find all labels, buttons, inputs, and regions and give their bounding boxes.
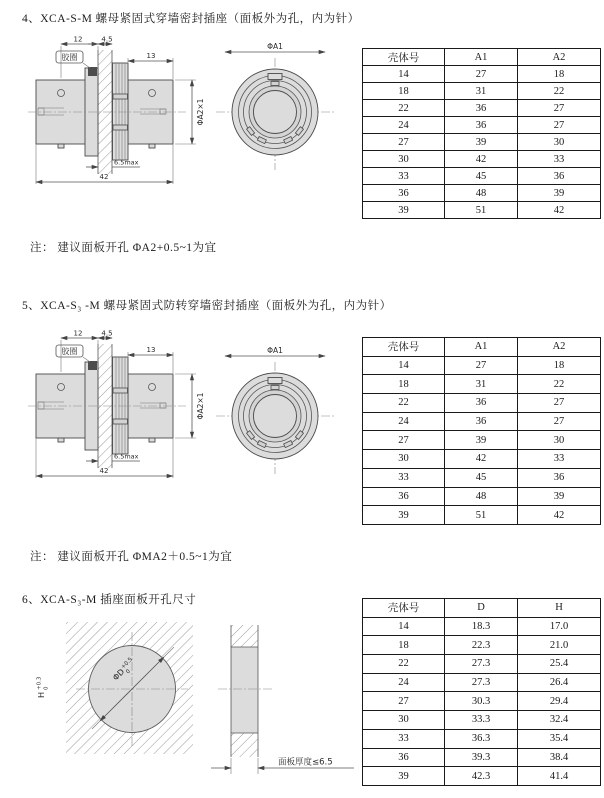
gasket-label: 胶圈 — [61, 347, 78, 356]
column-header: 壳体号 — [363, 599, 445, 618]
section-5-note: 注： 建议面板开孔 ΦMA2＋0.5~1为宜 — [30, 551, 233, 563]
table-row — [363, 729, 601, 748]
table-row — [363, 356, 601, 375]
table-row — [363, 202, 601, 219]
thickness-label: 面板厚度≤6.5 — [278, 757, 333, 768]
table-cell: 27.3 — [445, 673, 518, 692]
spec-table-section5 — [362, 337, 601, 525]
table-row — [363, 151, 601, 168]
table-cell: 42 — [518, 202, 601, 219]
dimension-lines — [225, 42, 325, 52]
dim-label-6-5max: 6.5max — [114, 158, 139, 167]
table-row — [363, 673, 601, 692]
table-cell: 27 — [363, 692, 445, 711]
table-cell: 42 — [518, 506, 601, 525]
table-cell: 36 — [518, 168, 601, 185]
table-cell: 30 — [363, 711, 445, 730]
dim-label-phi-a2: ΦA2×1 — [196, 392, 205, 420]
section-4-note: 注： 建议面板开孔 ΦA2+0.5~1为宜 — [30, 242, 217, 254]
dim-label-42: 42 — [99, 173, 109, 181]
table-cell: 48 — [445, 185, 518, 202]
panel-cutout-drawing — [28, 612, 360, 794]
table-cell: 26.4 — [518, 673, 601, 692]
svg-text:0: 0 — [125, 668, 132, 676]
spec-table-section6 — [362, 598, 601, 786]
table-cell: 42 — [445, 151, 518, 168]
dim-label-4-5: 4.5 — [101, 36, 113, 44]
panel-side-view — [218, 625, 272, 757]
column-header: H — [518, 599, 601, 618]
table-row — [363, 767, 601, 786]
table-cell: 18 — [518, 66, 601, 83]
table-cell: 22 — [518, 83, 601, 100]
table-row — [363, 636, 601, 655]
dim-label-h — [37, 676, 50, 698]
table-row — [363, 748, 601, 767]
table-cell: 51 — [445, 506, 518, 525]
table-cell: 42 — [445, 450, 518, 469]
table-cell: 27 — [518, 412, 601, 431]
table-row — [363, 134, 601, 151]
table-row — [363, 617, 601, 636]
table-cell: 36 — [518, 468, 601, 487]
table-cell: 30 — [518, 431, 601, 450]
table-cell: 31 — [445, 375, 518, 394]
table-cell: 39.3 — [445, 748, 518, 767]
column-header: A1 — [445, 49, 518, 66]
dim-label-12: 12 — [73, 330, 83, 338]
spring-fingers — [113, 357, 129, 454]
svg-text:+0.5: +0.5 — [120, 656, 134, 671]
table-cell: 45 — [445, 168, 518, 185]
table-cell: 27 — [518, 117, 601, 134]
table-cell: 30.3 — [445, 692, 518, 711]
column-header: A2 — [518, 49, 601, 66]
table-row — [363, 117, 601, 134]
dim-label-phi-a2: ΦA2×1 — [196, 98, 205, 126]
connector-front-drawing-2 — [210, 344, 340, 482]
table-cell: 24 — [363, 673, 445, 692]
shell-circles — [232, 373, 318, 459]
table-cell: 33 — [363, 168, 445, 185]
table-cell: 41.4 — [518, 767, 601, 786]
table-row — [363, 450, 601, 469]
table-cell: 36 — [363, 487, 445, 506]
svg-text:H: H — [37, 691, 46, 698]
table-row — [363, 692, 601, 711]
table-cell: 42.3 — [445, 767, 518, 786]
column-header: A2 — [518, 338, 601, 357]
table-cell: 22 — [363, 100, 445, 117]
table-cell: 22 — [363, 394, 445, 413]
table-cell: 22 — [363, 655, 445, 674]
table-cell: 32.4 — [518, 711, 601, 730]
table-cell: 48 — [445, 487, 518, 506]
dim-label-13: 13 — [146, 52, 156, 60]
table-cell: 18 — [518, 356, 601, 375]
table-cell: 25.4 — [518, 655, 601, 674]
table-cell: 33 — [518, 151, 601, 168]
dim-label-phi-a1: ΦA1 — [267, 42, 283, 51]
table-cell: 36 — [363, 185, 445, 202]
table-cell: 27.3 — [445, 655, 518, 674]
table-header-row — [363, 599, 601, 618]
table-header-row — [363, 338, 601, 357]
gasket-label: 胶圈 — [61, 53, 78, 62]
table-cell: 14 — [363, 356, 445, 375]
table-cell: 39 — [363, 202, 445, 219]
table-cell: 36 — [445, 100, 518, 117]
table-cell: 24 — [363, 117, 445, 134]
table-cell: 33.3 — [445, 711, 518, 730]
spec-table-section5-wrap — [362, 337, 601, 525]
table-cell: 30 — [363, 151, 445, 168]
table-row — [363, 168, 601, 185]
table-row — [363, 100, 601, 117]
dim-label-6-5max: 6.5max — [114, 452, 139, 461]
dim-label-4-5: 4.5 — [101, 330, 113, 338]
table-cell: 36 — [363, 748, 445, 767]
table-row — [363, 412, 601, 431]
table-cell: 18 — [363, 83, 445, 100]
table-cell: 17.0 — [518, 617, 601, 636]
table-cell: 33 — [363, 468, 445, 487]
column-header: 壳体号 — [363, 49, 445, 66]
table-cell: 22.3 — [445, 636, 518, 655]
table-cell: 27 — [363, 134, 445, 151]
spec-table-section4-wrap — [362, 48, 601, 219]
table-cell: 36.3 — [445, 729, 518, 748]
dim-label-42: 42 — [99, 467, 109, 475]
shell-circles — [232, 69, 318, 155]
table-cell: 36 — [445, 117, 518, 134]
table-cell: 39 — [363, 506, 445, 525]
table-cell: 39 — [363, 767, 445, 786]
spec-table-section6-wrap — [362, 598, 601, 786]
table-cell: 45 — [445, 468, 518, 487]
svg-text:+0.3: +0.3 — [36, 676, 43, 690]
svg-text:ΦD: ΦD — [111, 667, 127, 683]
dim-label-13: 13 — [146, 346, 156, 354]
spring-fingers — [113, 63, 129, 160]
table-cell: 24 — [363, 412, 445, 431]
table-cell: 35.4 — [518, 729, 601, 748]
table-cell: 27 — [518, 394, 601, 413]
table-cell: 39 — [445, 431, 518, 450]
dim-label-12: 12 — [73, 36, 83, 44]
column-header: D — [445, 599, 518, 618]
table-row — [363, 487, 601, 506]
table-row — [363, 83, 601, 100]
section-4-title: 4、XCA-S-M 螺母紧固式穿墙密封插座（面板外为孔，内为针） — [22, 13, 360, 25]
table-row — [363, 431, 601, 450]
thickness-dimension — [211, 757, 354, 775]
dimension-lines — [225, 346, 325, 356]
table-cell: 33 — [518, 450, 601, 469]
table-cell: 27 — [445, 66, 518, 83]
table-cell: 21.0 — [518, 636, 601, 655]
table-cell: 18 — [363, 375, 445, 394]
table-cell: 39 — [518, 185, 601, 202]
table-cell: 38.4 — [518, 748, 601, 767]
keyway-main — [268, 378, 282, 384]
table-cell: 14 — [363, 617, 445, 636]
connector-side-drawing-1 — [28, 36, 218, 190]
table-cell: 27 — [363, 431, 445, 450]
table-cell: 29.4 — [518, 692, 601, 711]
table-cell: 31 — [445, 83, 518, 100]
table-cell: 36 — [445, 394, 518, 413]
table-cell: 18 — [363, 636, 445, 655]
svg-text:0: 0 — [43, 686, 50, 690]
table-header-row — [363, 49, 601, 66]
section-6-title: 6、XCA-S₃-M 插座面板开孔尺寸 — [22, 594, 197, 606]
connector-front-drawing-1 — [210, 40, 340, 178]
table-row — [363, 394, 601, 413]
table-row — [363, 655, 601, 674]
table-row — [363, 66, 601, 83]
table-cell: 27 — [518, 100, 601, 117]
table-cell: 39 — [518, 487, 601, 506]
table-cell: 27 — [445, 356, 518, 375]
column-header: 壳体号 — [363, 338, 445, 357]
table-row — [363, 506, 601, 525]
gasket — [88, 67, 97, 76]
section-5-title: 5、XCA-S₃ -M 螺母紧固式防转穿墙密封插座（面板外为孔，内为针） — [22, 300, 392, 312]
table-cell: 36 — [445, 412, 518, 431]
table-row — [363, 375, 601, 394]
connector-side-drawing-2 — [28, 330, 218, 484]
column-header: A1 — [445, 338, 518, 357]
dim-label-phi-a1: ΦA1 — [267, 346, 283, 355]
table-cell: 51 — [445, 202, 518, 219]
table-row — [363, 185, 601, 202]
table-cell: 33 — [363, 729, 445, 748]
spec-table-section4 — [362, 48, 601, 219]
gasket — [88, 361, 97, 370]
table-row — [363, 711, 601, 730]
table-cell: 18.3 — [445, 617, 518, 636]
keyway-main — [268, 74, 282, 80]
table-cell: 30 — [363, 450, 445, 469]
table-cell: 30 — [518, 134, 601, 151]
table-cell: 14 — [363, 66, 445, 83]
table-row — [363, 468, 601, 487]
table-cell: 39 — [445, 134, 518, 151]
table-cell: 22 — [518, 375, 601, 394]
